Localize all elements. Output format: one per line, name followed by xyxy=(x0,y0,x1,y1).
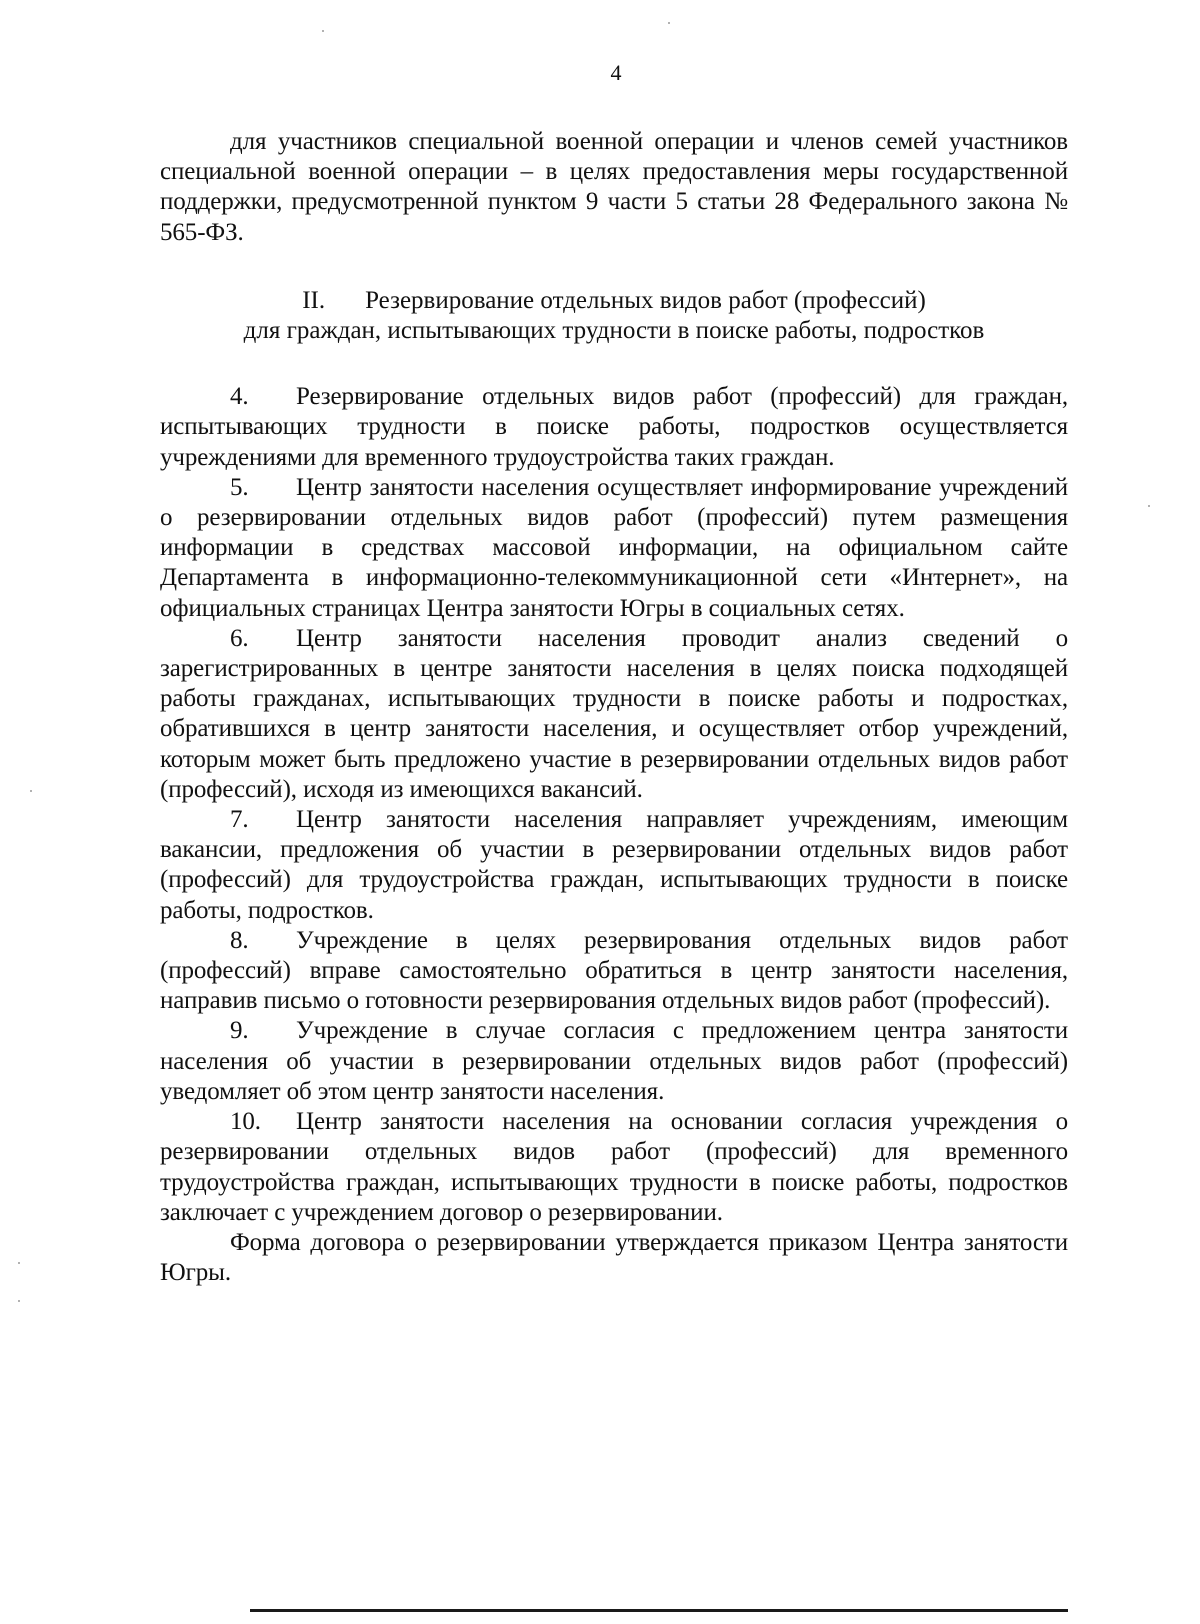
page-number: 4 xyxy=(610,60,622,85)
section-title-line2: для граждан, испытывающих трудности в поиске работы, подростков xyxy=(243,317,985,345)
item-number: 7. xyxy=(230,806,249,834)
bottom-rule xyxy=(250,1609,1068,1612)
item-text: Учреждение в случае согласия с предложением центра занятости населения об участии в резервировании отдельных видов работ (профессий) уведомляет об этом центр занятости населения. xyxy=(160,1017,1068,1105)
list-item xyxy=(160,473,1068,624)
item-number: 8. xyxy=(230,926,249,954)
section-heading xyxy=(160,286,1068,346)
item-text: Резервирование отдельных видов работ (профессий) для граждан, испытывающих трудности в поиске работы, подростков осуществляется учреждениями для временного трудоустройства таких граждан. xyxy=(160,383,1068,471)
item-text: Центр занятости населения направляет учреждениям, имеющим вакансии, предложения об участии в резервировании отдельных видов работ (профессий) для трудоустройства граждан, испытывающих трудности в поиске работы, подростков. xyxy=(160,806,1068,924)
section-roman-numeral: II. xyxy=(302,286,326,314)
list-item xyxy=(160,1107,1068,1228)
item-text: Центр занятости населения осуществляет информирование учреждений о резервировании отдельных видов работ (профессий) путем размещения информации в средствах массовой информации, на официальном сайте Департамента в информационно-телекоммуникационной сети «Интернет», на официальных страницах Центра занятости Югры в социальных сетях. xyxy=(160,473,1068,622)
list-item xyxy=(160,382,1068,473)
scan-artifact xyxy=(322,30,324,32)
list-item xyxy=(160,805,1068,926)
scan-artifact xyxy=(1148,505,1150,507)
document-body xyxy=(160,127,1068,1288)
item-number: 6. xyxy=(230,624,249,652)
section-heading-line1 xyxy=(160,286,1068,316)
scan-artifact xyxy=(30,790,32,792)
section-title-line1: Резервирование отдельных видов работ (профессий) xyxy=(365,286,926,314)
item-text: Учреждение в целях резервирования отдельных видов работ (профессий) вправе самостоятельно обратиться в центр занятости населения, направив письмо о готовности резервирования отдельных видов работ (профессий). xyxy=(160,926,1068,1015)
list-item xyxy=(160,624,1068,805)
item-text: Центр занятости населения проводит анализ сведений о зарегистрированных в центре занятости населения в целях поиска подходящей работы гражданах, испытывающих трудности в поиске работы и подростках, обратившихся в центр занятости населения, и осуществляет отбор учреждений, которым может быть предложено участие в резервировании отдельных видов работ (профессий), исходя из имеющихся вакансий. xyxy=(160,624,1068,803)
list-item xyxy=(160,926,1068,1017)
closing-paragraph: Форма договора о резервировании утверждается приказом Центра занятости Югры. xyxy=(160,1228,1068,1287)
intro-paragraph: для участников специальной военной операции и членов семей участников специальной военной операции – в целях предоставления меры государственной поддержки, предусмотренной пунктом 9 части 5 статьи 28 Федерального закона № 565-ФЗ. xyxy=(160,128,1068,246)
scan-artifact xyxy=(18,1262,20,1264)
item-number: 5. xyxy=(230,473,249,501)
list-item xyxy=(160,1016,1068,1107)
item-number: 9. xyxy=(230,1017,249,1045)
item-number: 4. xyxy=(230,383,249,411)
scan-artifact xyxy=(18,1300,20,1302)
item-number: 10. xyxy=(230,1108,261,1136)
scan-artifact xyxy=(668,22,670,24)
item-text: Центр занятости населения на основании согласия учреждения о резервировании отдельных видов работ (профессий) для временного трудоустройства граждан, испытывающих трудности в поиске работы, подростков заключает с учреждением договор о резервировании. xyxy=(160,1108,1068,1226)
